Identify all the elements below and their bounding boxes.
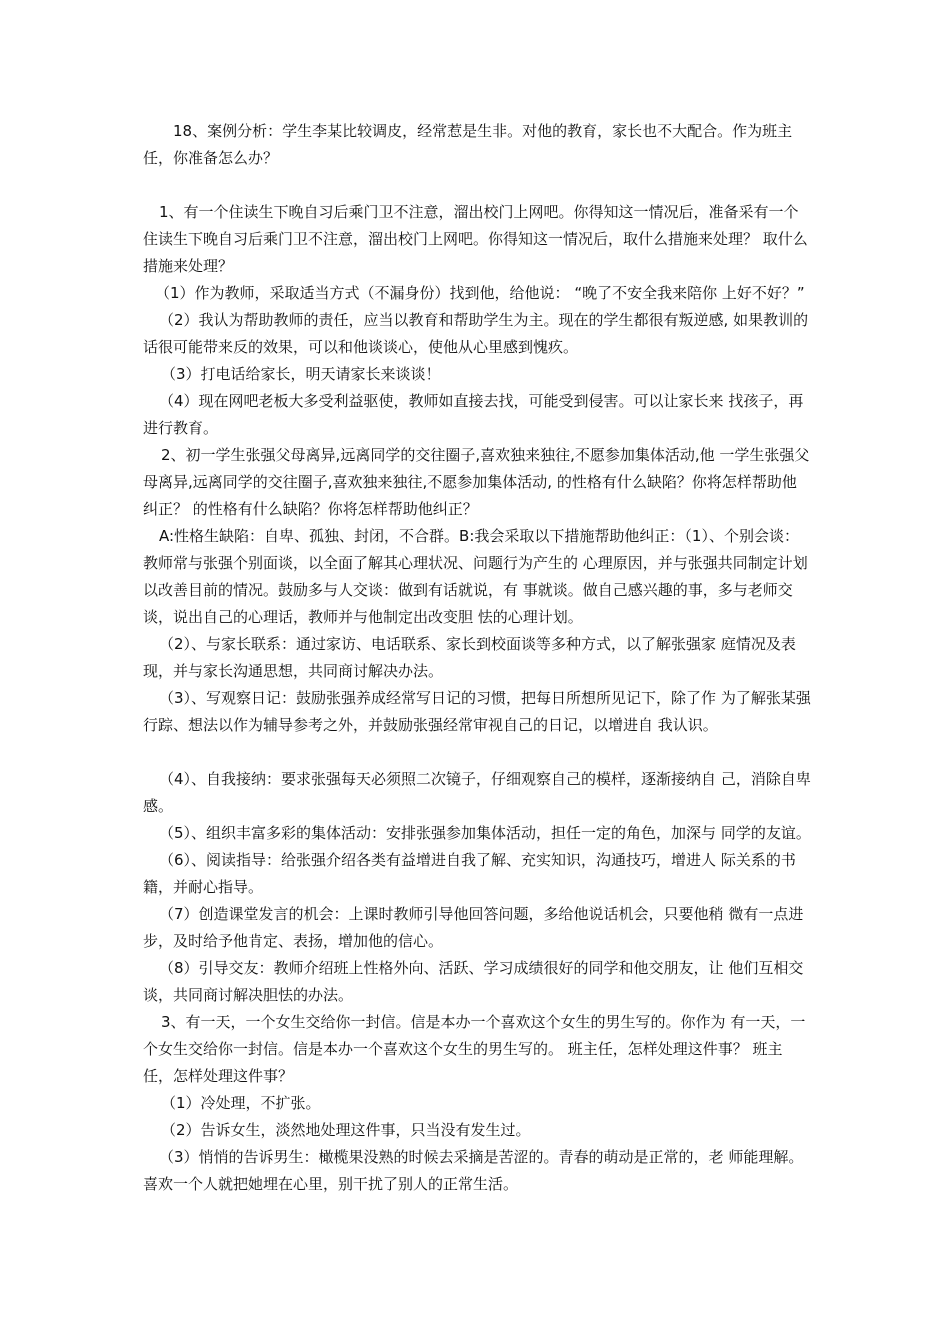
case-2-answer-6: （6）、阅读指导：给张强介绍各类有益增进自我了解、充实知识，沟通技巧，增进人 际关系的书籍，并耐心指导。 — [143, 851, 796, 896]
case-3-answer-2: （2）告诉女生，淡然地处理这件事，只当没有发生过。 — [161, 1121, 531, 1139]
case-analysis-title: 18、案例分析：学生李某比较调皮，经常惹是生非。对他的教育，家长也不大配合。作为班主任，你准备怎么办？ — [143, 122, 793, 167]
case-1-answer-2: （2）我认为帮助教师的责任，应当以教育和帮助学生为主。现在的学生都很有叛逆感, 如果教训的话很可能带来反的效果，可以和他谈谈心，使他从心里感到愧疚。 — [143, 311, 809, 356]
case-2-answer-3: （3）、写观察日记：鼓励张强养成经常写日记的习惯，把每日所想所见记下，除了作 为了解张某强行踪、想法以作为辅导参考之外，并鼓励张强经常审视自己的日记，以增进自 我认识。 — [143, 689, 811, 734]
case-2-question: 2、初一学生张强父母离异,远离同学的交往圈子,喜欢独来独往,不愿参加集体活动,他 一学生张强父母离异,远离同学的交往圈子,喜欢独来独往,不愿参加集体活动, 的性格有什么缺陷？你将怎样帮助他纠正？ 的性格有什么缺陷？你将怎样帮助他纠正？ — [143, 446, 810, 518]
document-body — [143, 118, 811, 1198]
case-1-question: 1、有一个住读生下晚自习后乘门卫不注意，溜出校门上网吧。你得知这一情况后，准备采有一个住读生下晚自习后乘门卫不注意，溜出校门上网吧。你得知这一情况后，取什么措施来处理？ 取什么措施来处理？ — [143, 203, 808, 275]
case-2-answer-2: （2）、与家长联系：通过家访、电话联系、家长到校面谈等多种方式，以了解张强家 庭情况及表现，并与家长沟通思想，共同商讨解决办法。 — [143, 635, 796, 680]
case-3-answer-1: （1）冷处理，不扩张。 — [161, 1094, 321, 1112]
case-2-answer-8: （8）引导交友：教师介绍班上性格外向、活跃、学习成绩很好的同学和他交朋友，让 他们互相交谈，共同商讨解决胆怯的办法。 — [143, 959, 804, 1004]
case-3-answer-3: （3）悄悄的告诉男生：橄榄果没熟的时候去采摘是苦涩的。青春的萌动是正常的，老 师能理解。喜欢一个人就把她埋在心里，别干扰了别人的正常生活。 — [143, 1148, 804, 1193]
case-2-answer-4: （4）、自我接纳：要求张强每天必须照二次镜子，仔细观察自己的模样，逐渐接纳自 己，消除自卑感。 — [143, 770, 811, 815]
case-2-answer-5: （5）、组织丰富多彩的集体活动：安排张强参加集体活动，担任一定的角色，加深与 同学的友谊。 — [159, 824, 811, 842]
case-1-answer-4: （4）现在网吧老板大多受利益驱使，教师如直接去找，可能受到侵害。可以让家长来 找孩子，再进行教育。 — [143, 392, 804, 437]
case-1-answer-3: （3）打电话给家长，明天请家长来谈谈！ — [161, 365, 441, 383]
case-1-answer-1: （1）作为教师，采取适当方式（不漏身份）找到他，给他说： “晚了不安全我来陪你 上好不好？” — [155, 284, 805, 302]
case-2-answer-7: （7）创造课堂发言的机会：上课时教师引导他回答问题，多给他说话机会，只要他稍 微有一点进步，及时给予他肯定、表扬，增加他的信心。 — [143, 905, 804, 950]
case-3-question: 3、有一天，一个女生交给你一封信。信是本办一个喜欢这个女生的男生写的。你作为 有一天，一个女生交给你一封信。信是本办一个喜欢这个女生的男生写的。 班主任，怎样处理这件事？ 班主任，怎样处理这件事？ — [143, 1013, 806, 1085]
case-2-answer-a-b: A:性格生缺陷：自卑、孤独、封闭，不合群。B:我会采取以下措施帮助他纠正：（1）、个别会谈：教师常与张强个别面谈，以全面了解其心理状况、问题行为产生的 心理原因，并与张强共同制定计划以改善目前的情况。鼓励多与人交谈：做到有话就说，有 事就谈。做自己感兴趣的事，多与老师交谈，说出自己的心理话，教师并与他制定出改变胆 怯的心理计划。 — [143, 527, 808, 626]
